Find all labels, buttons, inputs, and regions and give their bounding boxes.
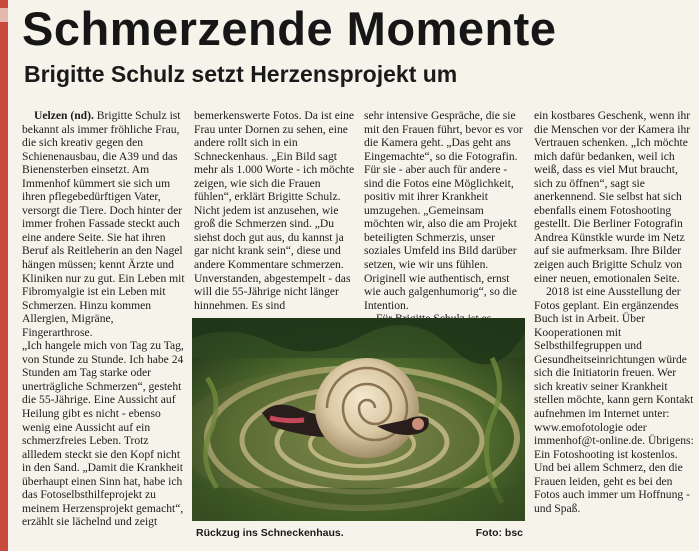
subheadline: Brigitte Schulz setzt Herzensprojekt um <box>24 61 458 87</box>
photo-caption: Rückzug ins Schneckenhaus. <box>196 527 344 539</box>
article-column-1 <box>22 109 186 529</box>
paragraph-text: Brigitte Schulz ist bekannt als immer fröhliche Frau, die sich kreativ gegen den Schienenausbau, die A39 und das Bienensterben einsetzt. Am Immenhof kümmert sie sich um ihren pflegebedürftigen Vater, versorgt die Tiere. Doch hinter der immer frohen Fassade steckt auch eine andere Seite. Sie hat ihren Beruf als Reitleherin an den Nagel hängen müssen; kennt Ärzte und Kliniken nur zu gut. Ein Leben mit Fibromyalgie ist ein Leben mit Schmerzen. Hinzu kommen Allergien, Migräne, Fingerarthrose. <box>22 109 185 339</box>
dateline: Uelzen (nd). <box>34 109 94 122</box>
article-photo <box>192 318 525 521</box>
paragraph: ein kostbares Geschenk, wenn ihr die Menschen vor der Kamera ihr Vertrauen schenken. „Ich möchte mich dafür bedanken, weil ich weiß, dass es viel Mut braucht, sich zu öffnen“, sagt sie anerkennend. Sie selbst hat sich ebenfalls einem Fotoshooting gestellt. Die Berliner Fotografin Andrea Künstkle wurde im Netz auf sie aufmerksam. Ihre Bilder zeigen auch Brigitte Schulz von einer neuen, emotionalen Seite. <box>534 109 691 285</box>
paragraph: bemerkenswerte Fotos. Da ist eine Frau unter Dornen zu sehen, eine andere rollt sich in ein Schneckenhaus. „Ein Bild sagt mehr als 1.000 Worte - ich möchte zeigen, wie sich die Frauen fühlen“, erklärt Brigitte Schulz. Nicht jedem ist anzusehen, wie groß die Schmerzen sind. „Du siehst doch gut aus, du kannst ja gar nicht krank sein“, diese und andere Kommentare schmerzen. Unverstanden, abgestempelt - das will die 55-Jährige nicht länger hinnehmen. Es sind <box>194 109 355 312</box>
article-column-2 <box>194 109 356 312</box>
paragraph: sehr intensive Gespräche, die sie mit den Frauen führt, bevor es vor die Kamera geht. „Das geht ans Eingemachte“, so die Fotografin. Für sie - aber auch für andere - sind die Fotos eine Möglichkeit, positiv mit ihrer Krankheit umzugehen. „Gemeinsam möchten wir, also die am Projekt beteiligten Schmerzis, unser soziales Umfeld ins Bild darüber setzen, wie wir uns fühlen. Originell wie authentisch, ernst wie auch galgenhumorig“, so die Intention. <box>364 109 523 312</box>
article-column-3 <box>364 109 526 326</box>
paragraph: „Ich hangele mich von Tag zu Tag, von Stunde zu Stunde. Ich habe 24 Stunden am Tag starke oder unerträgliche Schmerzen“, gesteht die 55-Jährige. Eine Aussicht auf Heilung gibt es nicht - ebenso wenig eine Aussicht auf ein schmerzfreies Leben. Trotz allledem steckt sie den Kopf nicht in den Sand. „Damit die Krankheit überhaupt einen Sinn hat, habe ich das Fotoselbsthilfeprojekt zu meinem Herzensprojekt gemacht“, erzählt sie lächelnd und zeigt <box>22 339 184 529</box>
article-column-4 <box>534 109 696 515</box>
paragraph: 2018 ist eine Ausstellung der Fotos geplant. Ein ergänzendes Buch ist in Arbeit. Über Kooperationen mit Selbsthilfegruppen und Gesundheitseinrichtungen würde sich die Initiatorin freuen. Wer sich kreativ seiner Krankheit stellen möchte, kann gern Kontakt aufnehmen im Internet unter: www.emofotologie oder immenhof@t-online.de. Übrigens: Ein Fotoshooting ist kostenlos. Und bei allem Schmerz, den die Frauen leiden, geht es bei den Fotos auch immer um Hoffnung - und Spaß. <box>534 285 694 515</box>
photo-credit: Foto: bsc <box>475 527 523 539</box>
page-edge-strip <box>0 0 8 551</box>
edge-marker <box>0 8 8 22</box>
paragraph <box>22 109 186 339</box>
photo-caption-bar <box>194 525 525 541</box>
headline: Schmerzende Momente <box>22 2 557 55</box>
snail-shell-photo <box>192 318 525 521</box>
